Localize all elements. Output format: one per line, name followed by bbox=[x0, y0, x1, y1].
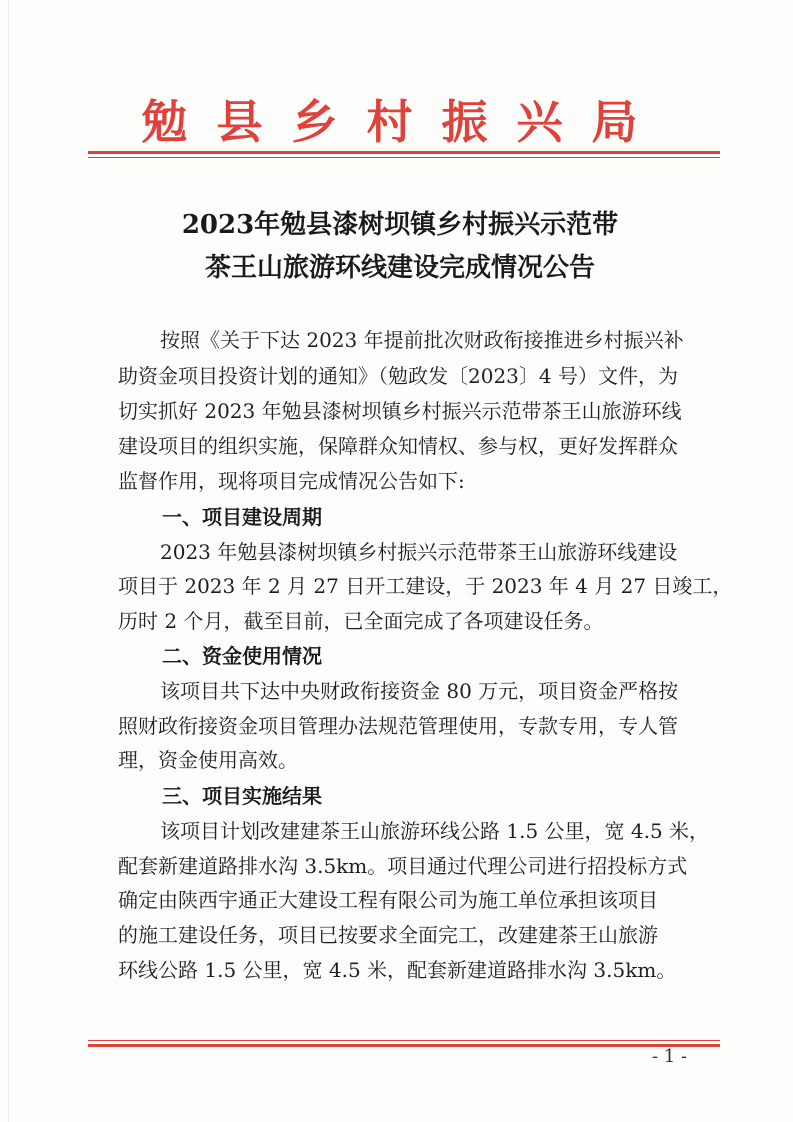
section-heading-schedule: 一、项目建设周期 bbox=[162, 505, 322, 529]
section-line: 照财政衔接资金项目管理办法规范管理使用，专款专用，专人管 bbox=[118, 714, 678, 738]
section-line: 配套新建道路排水沟 3.5km。项目通过代理公司进行招投标方式 bbox=[118, 854, 688, 878]
scan-edge bbox=[8, 0, 9, 1122]
intro-line: 助资金项目投资计划的通知》（勉政发〔2023〕4 号）文件，为 bbox=[118, 364, 678, 388]
section-line: 该项目共下达中央财政衔接资金 80 万元，项目资金严格按 bbox=[160, 679, 679, 703]
section-line: 环线公路 1.5 公里，宽 4.5 米，配套新建道路排水沟 3.5km。 bbox=[118, 958, 677, 982]
document-title-line-1: 2023年勉县漆树坝镇乡村振兴示范带 bbox=[181, 210, 619, 240]
intro-line: 建设项目的组织实施，保障群众知情权、参与权，更好发挥群众 bbox=[118, 434, 678, 458]
document-title-line-2: 茶王山旅游环线建设完成情况公告 bbox=[204, 253, 595, 283]
intro-line: 按照《关于下达 2023 年提前批次财政衔接推进乡村振兴补 bbox=[160, 328, 684, 352]
footer-rule-thick bbox=[88, 1044, 720, 1047]
footer-rule-thin bbox=[88, 1040, 720, 1041]
section-line: 2023 年勉县漆树坝镇乡村振兴示范带茶王山旅游环线建设 bbox=[160, 540, 678, 564]
section-line: 项目于 2023 年 2 月 27 日开工建设，于 2023 年 4 月 27 日竣工， bbox=[118, 574, 733, 598]
letterhead-org-name: 勉县乡村振兴局 bbox=[141, 95, 667, 149]
section-heading-results: 三、项目实施结果 bbox=[162, 784, 322, 808]
section-line: 的施工建设任务，项目已按要求全面完工，改建建茶王山旅游 bbox=[118, 923, 658, 947]
letterhead-rule-thin bbox=[88, 157, 720, 158]
section-line: 确定由陕西宇通正大建设工程有限公司为施工单位承担该项目 bbox=[118, 888, 658, 912]
letterhead-rule-thick bbox=[88, 151, 720, 154]
section-heading-funds: 二、资金使用情况 bbox=[162, 644, 322, 668]
intro-line: 切实抓好 2023 年勉县漆树坝镇乡村振兴示范带茶王山旅游环线 bbox=[118, 399, 682, 423]
section-line: 理，资金使用高效。 bbox=[118, 748, 298, 772]
section-line: 该项目计划改建建茶王山旅游环线公路 1.5 公里，宽 4.5 米， bbox=[160, 819, 710, 843]
page-number: - 1 - bbox=[652, 1046, 688, 1067]
section-line: 历时 2 个月，截至目前，已全面完成了各项建设任务。 bbox=[118, 609, 604, 633]
intro-line: 监督作用，现将项目完成情况公告如下: bbox=[118, 469, 465, 493]
